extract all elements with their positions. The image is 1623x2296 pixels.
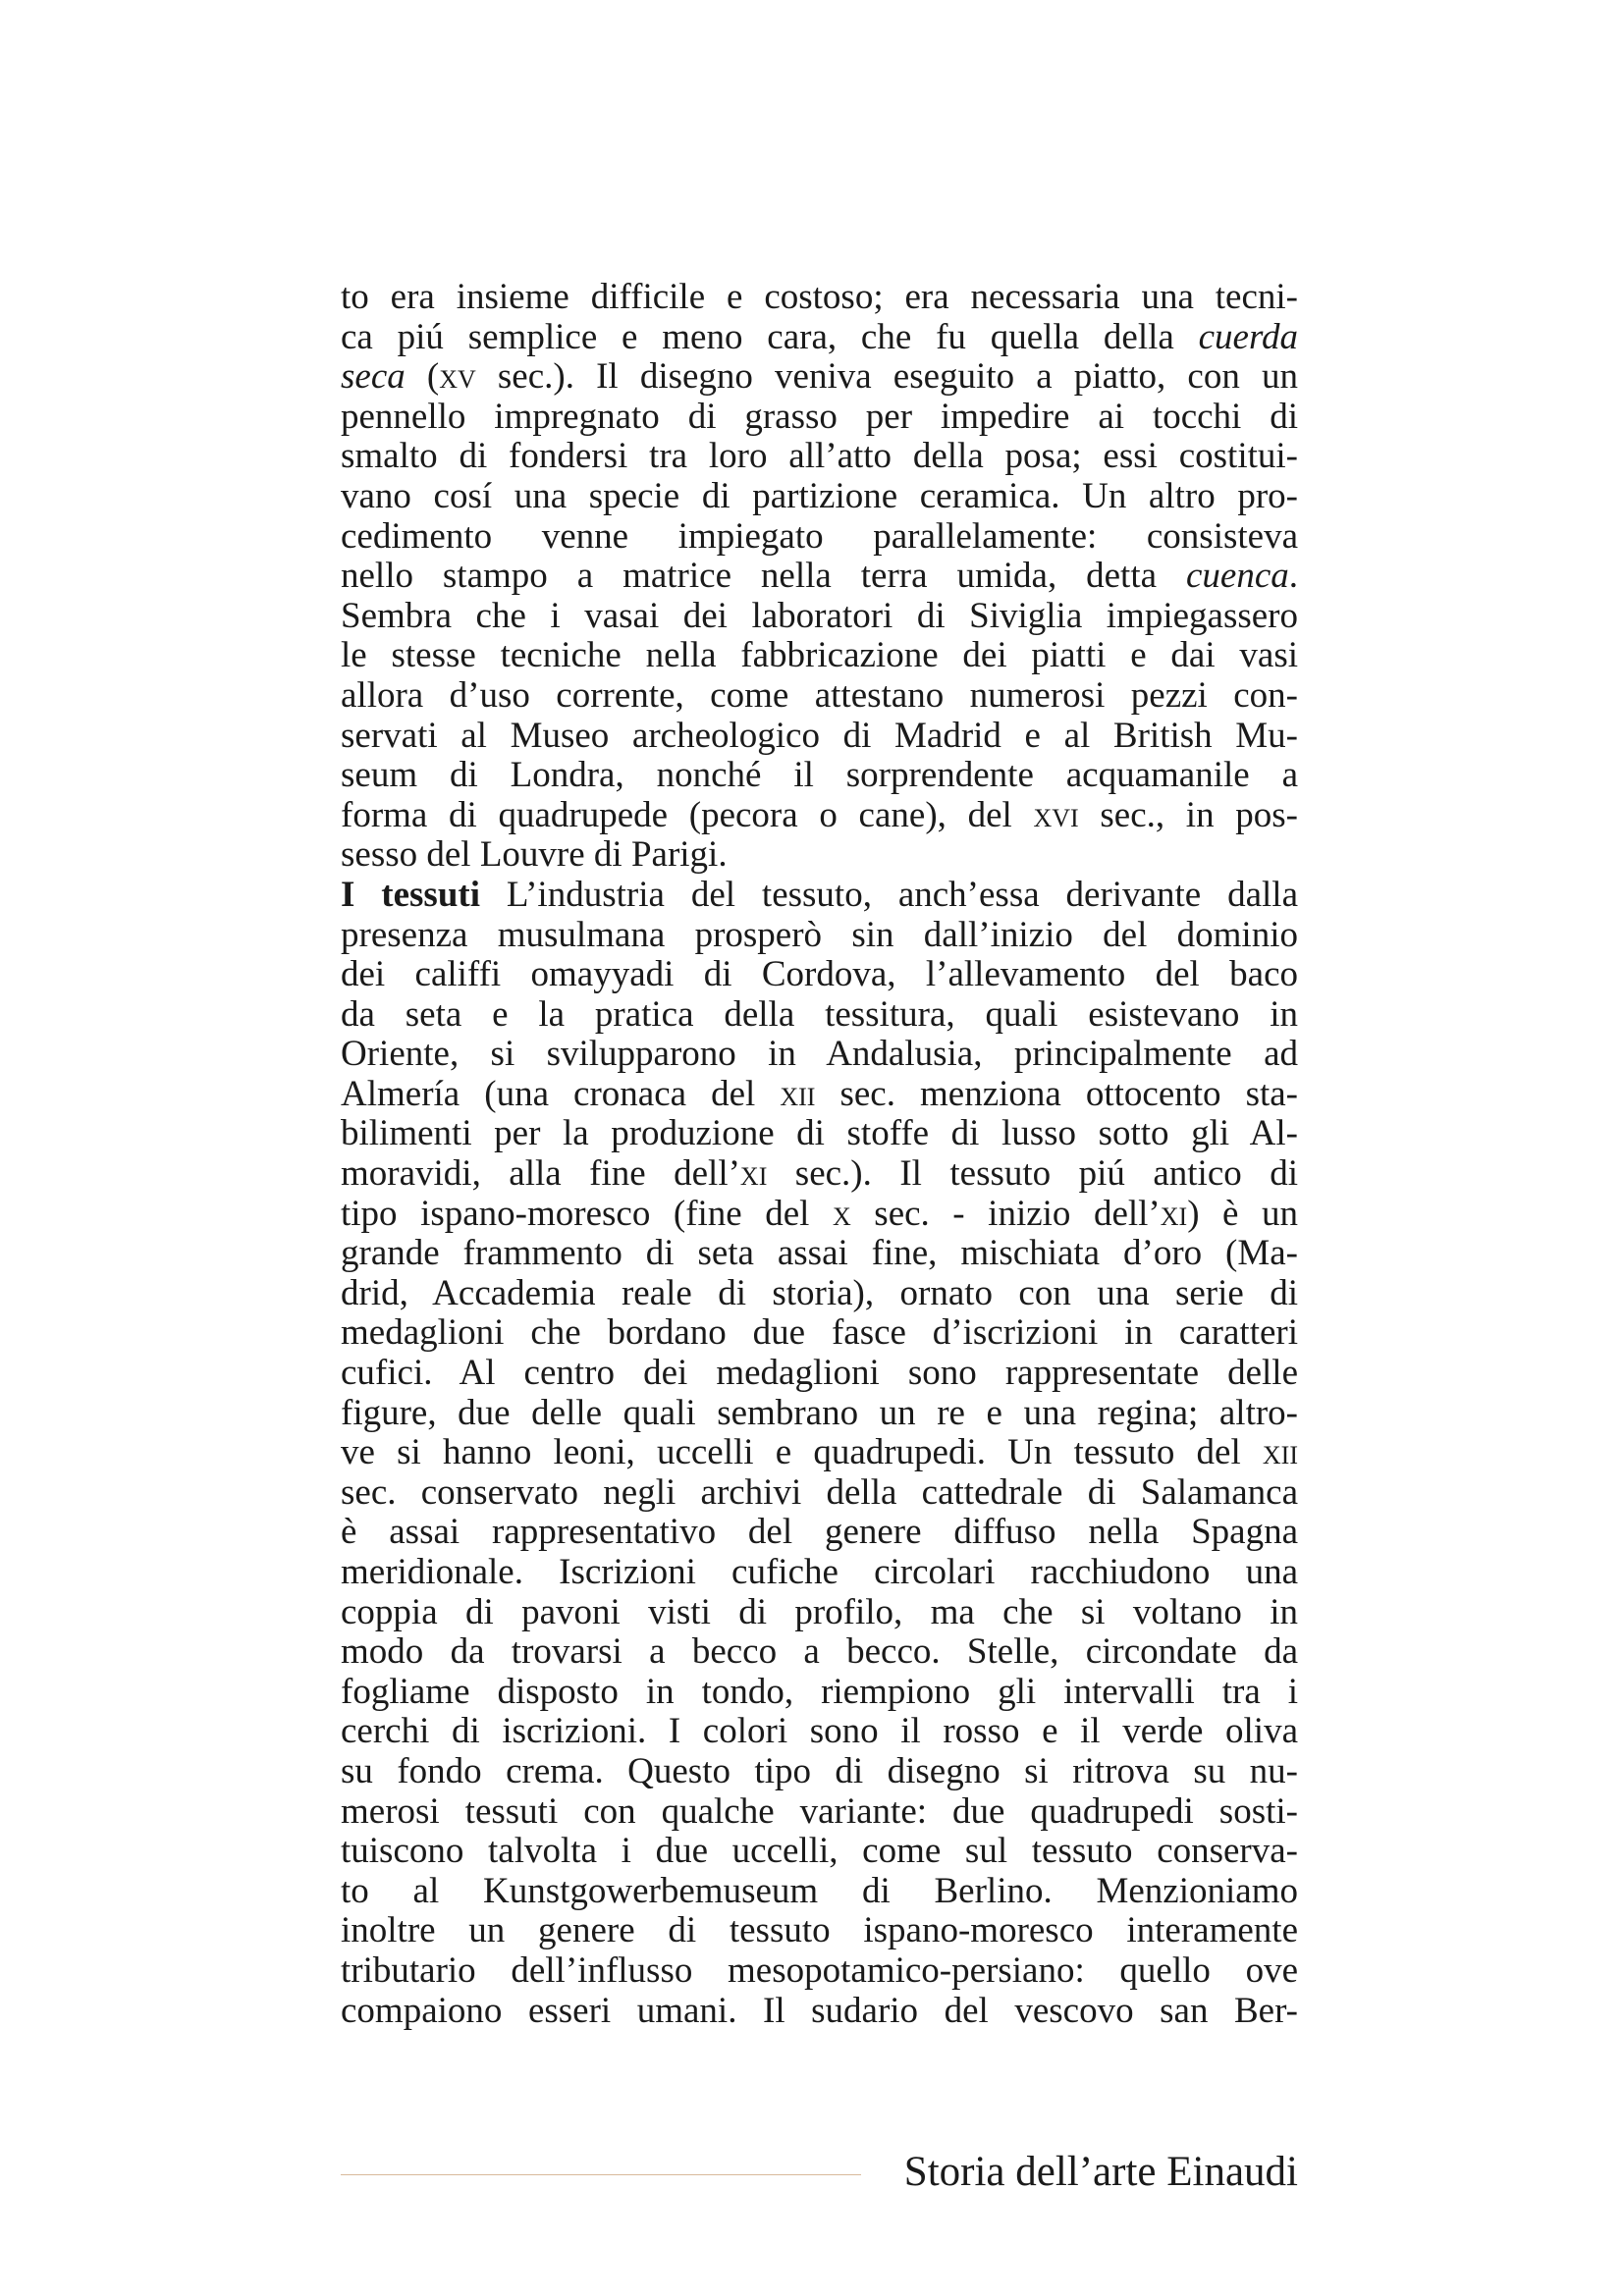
text-fragment: ) è un xyxy=(1187,1193,1298,1234)
text-line: tuiscono talvolta i due uccelli, come sul tessuto conserva- xyxy=(341,1831,1298,1872)
text-fragment: sec. menziona ottocento sta- xyxy=(815,1073,1298,1114)
text-line: smalto di fondersi tra loro all’atto della posa; essi costitui- xyxy=(341,436,1298,477)
text-line: grande frammento di seta assai fine, mischiata d’oro (Ma- xyxy=(341,1233,1298,1274)
italic-term: seca xyxy=(341,356,406,398)
century-numeral: xi xyxy=(1160,1193,1188,1234)
text-fragment: sec.). Il tessuto piú antico di xyxy=(767,1153,1298,1195)
century-numeral: xi xyxy=(739,1153,768,1195)
text-line: meridionale. Iscrizioni cufiche circolari racchiudono una xyxy=(341,1552,1298,1592)
text-fragment: Almería (una cronaca del xyxy=(341,1073,781,1114)
text-fragment: nello stampo a matrice nella terra umida, detta xyxy=(341,556,1186,597)
text-line: sesso del Louvre di Parigi. xyxy=(341,834,728,876)
text-fragment: ( xyxy=(405,356,440,398)
text-line xyxy=(341,1154,1298,1195)
text-fragment: L’industria del tessuto, anch’essa derivante dalla xyxy=(480,874,1298,915)
text-line: vano cosí una specie di partizione ceramica. Un altro pro- xyxy=(341,475,1298,516)
text-line xyxy=(341,557,1298,597)
text-line: merosi tessuti con qualche variante: due quadrupedi sosti- xyxy=(341,1790,1298,1832)
text-fragment: moravidi, alla fine dell’ xyxy=(341,1153,740,1195)
text-line xyxy=(341,876,1298,916)
century-numeral: xii xyxy=(780,1073,816,1114)
text-line: da seta e la pratica della tessitura, quali esistevano in xyxy=(341,993,1298,1035)
text-line: figure, due delle quali sembrano un re e una regina; altro- xyxy=(341,1392,1298,1433)
text-line xyxy=(341,1195,1298,1235)
text-line xyxy=(341,1075,1298,1115)
section-heading: I tessuti xyxy=(341,874,481,915)
text-line: seum di Londra, nonché il sorprendente acquamanile a xyxy=(341,755,1298,796)
text-fragment: sec.). Il disegno veniva eseguito a piatto, con un xyxy=(475,356,1298,398)
text-line xyxy=(341,318,1298,358)
body-text xyxy=(341,278,1298,2031)
text-line: compaiono esseri umani. Il sudario del vescovo san Ber- xyxy=(341,1990,1298,2031)
text-line xyxy=(341,1433,1298,1473)
text-line: cufici. Al centro dei medaglioni sono rappresentate delle xyxy=(341,1353,1298,1394)
text-line: fogliame disposto in tondo, riempiono gli intervalli tra i xyxy=(341,1671,1298,1712)
text-line: servati al Museo archeologico di Madrid e al British Mu- xyxy=(341,715,1298,756)
text-line xyxy=(341,796,1298,836)
text-line: coppia di pavoni visti di profilo, ma che si voltano in xyxy=(341,1591,1298,1632)
text-line: cedimento venne impiegato parallelamente: consisteva xyxy=(341,515,1298,557)
text-line: medaglioni che bordano due fasce d’iscrizioni in caratteri xyxy=(341,1312,1298,1354)
century-numeral: xvi xyxy=(1033,794,1079,835)
text-line: sec. conservato negli archivi della cattedrale di Salamanca xyxy=(341,1471,1298,1513)
text-line: drid, Accademia reale di storia), ornato con una serie di xyxy=(341,1272,1298,1313)
text-line: allora d’uso corrente, come attestano numerosi pezzi con- xyxy=(341,674,1298,716)
text-fragment: sec., in pos- xyxy=(1078,794,1298,835)
text-line: modo da trovarsi a becco a becco. Stelle, circondate da xyxy=(341,1631,1298,1673)
text-fragment: ca piú semplice e meno cara, che fu quella della xyxy=(341,316,1199,357)
text-line: Oriente, si svilupparono in Andalusia, principalmente ad xyxy=(341,1034,1298,1075)
italic-term: cuerda xyxy=(1198,316,1298,357)
century-numeral: xii xyxy=(1262,1432,1298,1473)
text-line: to era insieme difficile e costoso; era necessaria una tecni- xyxy=(341,277,1298,317)
text-line: to al Kunstgowerbemuseum di Berlino. Menzioniamo xyxy=(341,1870,1298,1911)
text-line: le stesse tecniche nella fabbricazione dei piatti e dai vasi xyxy=(341,635,1298,676)
text-line xyxy=(341,357,1298,398)
text-line: su fondo crema. Questo tipo di disegno si ritrova su nu- xyxy=(341,1750,1298,1791)
text-fragment: forma di quadrupede (pecora o cane), del xyxy=(341,794,1034,835)
text-line: è assai rappresentativo del genere diffuso nella Spagna xyxy=(341,1512,1298,1553)
text-line: bilimenti per la produzione di stoffe di lusso sotto gli Al- xyxy=(341,1113,1298,1154)
text-line: presenza musulmana prosperò sin dall’inizio del dominio xyxy=(341,914,1298,955)
text-fragment: tipo ispano-moresco (fine del xyxy=(341,1193,833,1234)
text-line: Sembra che i vasai dei laboratori di Siviglia impiegassero xyxy=(341,595,1298,636)
footer-publisher-label: Storia dell’arte Einaudi xyxy=(903,2149,1298,2195)
century-numeral: x xyxy=(832,1193,851,1234)
text-line: inoltre un genere di tessuto ispano-moresco interamente xyxy=(341,1910,1298,1951)
text-fragment: ve si hanno leoni, uccelli e quadrupedi. Un tessuto del xyxy=(341,1432,1263,1473)
italic-term: cuenca xyxy=(1185,556,1289,597)
text-fragment: . xyxy=(1288,556,1298,597)
text-line: cerchi di iscrizioni. I colori sono il rosso e il verde oliva xyxy=(341,1711,1298,1752)
text-line: dei califfi omayyadi di Cordova, l’allevamento del baco xyxy=(341,954,1298,995)
century-numeral: xv xyxy=(439,356,476,398)
text-line: tributario dell’influsso mesopotamico-persiano: quello ove xyxy=(341,1949,1298,1991)
text-line: pennello impregnato di grasso per impedire ai tocchi di xyxy=(341,396,1298,437)
text-fragment: sec. - inizio dell’ xyxy=(850,1193,1161,1234)
footer-divider xyxy=(341,2174,861,2175)
